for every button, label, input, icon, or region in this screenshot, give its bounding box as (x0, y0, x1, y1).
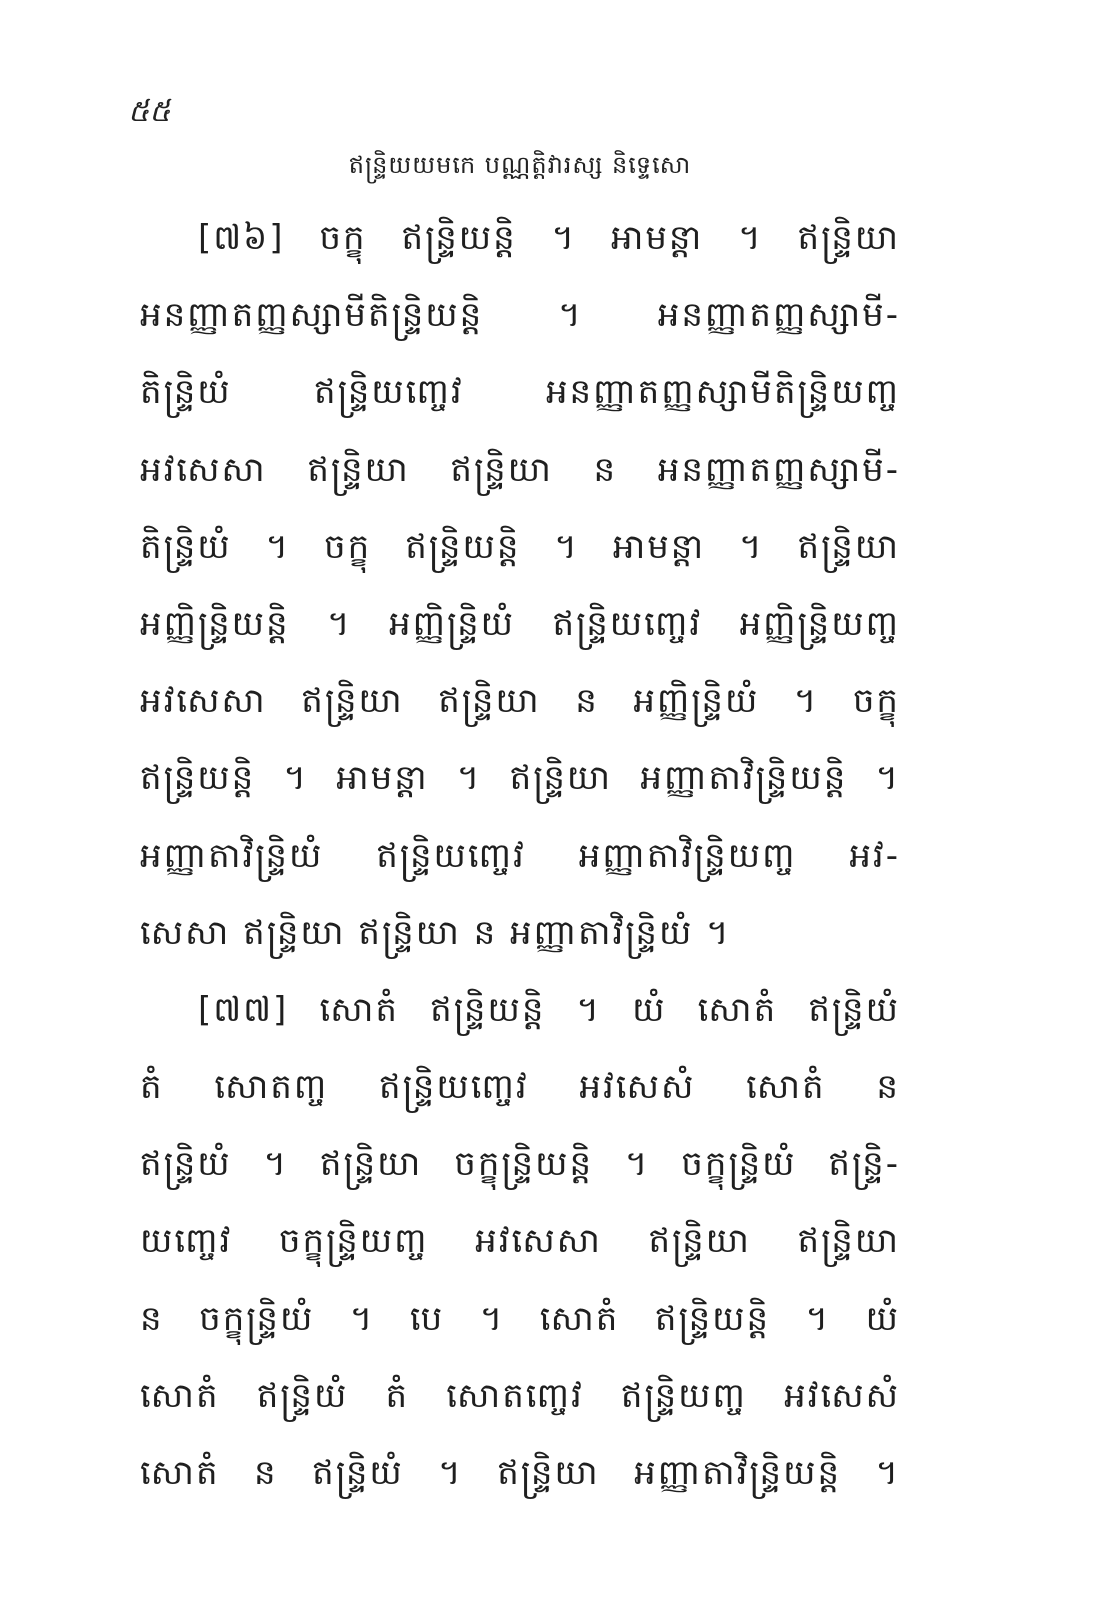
text-line: សោតំ ឥន្ទ្រិយំ តំ សោតញ្ចេវ ឥន្ទ្រិយញ្ច អវសេសំ (140, 1375, 900, 1416)
page-number: ៥៥ (128, 94, 171, 129)
body-text (140, 200, 900, 1512)
text-line: អវសេសា ឥន្ទ្រិយា ឥន្ទ្រិយា ន អញ្ញិន្ទ្រិយំ ។ ចក្ខុ (140, 681, 900, 722)
text-line: អនញ្ញាតញ្ញស្សាមីតិន្ទ្រិយន្តិ ។ អនញ្ញាតញ្ញស្សាមី- (140, 295, 900, 336)
text-line: សោតំ ន ឥន្ទ្រិយំ ។ ឥន្ទ្រិយា អញ្ញាតាវិន្ទ្រិយន្តិ ។ (140, 1453, 900, 1493)
text-line: អវសេសា ឥន្ទ្រិយា ឥន្ទ្រិយា ន អនញ្ញាតញ្ញស្សាមី- (140, 449, 900, 490)
text-line: អញ្ញាតាវិន្ទ្រិយំ ឥន្ទ្រិយញ្ចេវ អញ្ញាតាវិន្ទ្រិយញ្ច អវ- (140, 835, 900, 876)
text-line: សេសា ឥន្ទ្រិយា ឥន្ទ្រិយា ន អញ្ញាតាវិន្ទ្រិយំ ។ (140, 912, 731, 953)
text-line: តំ សោតញ្ច ឥន្ទ្រិយញ្ចេវ អវសេសំ សោតំ ន (140, 1067, 900, 1108)
running-header: ឥន្ទ្រិយយមកេ បណ្ណត្តិវារស្ស និទ្ទេសោ (348, 151, 692, 179)
text-line: អញ្ញិន្ទ្រិយន្តិ ។ អញ្ញិន្ទ្រិយំ ឥន្ទ្រិយញ្ចេវ អញ្ញិន្ទ្រិយញ្ច (140, 603, 900, 644)
text-line: តិន្ទ្រិយំ ។ ចក្ខុ ឥន្ទ្រិយន្តិ ។ អាមន្តា ។ ឥន្ទ្រិយា (140, 526, 900, 567)
text-line: ឥន្ទ្រិយំ ។ ឥន្ទ្រិយា ចក្ខុន្ទ្រិយន្តិ ។ ចក្ខុន្ទ្រិយំ ឥន្ទ្រិ- (140, 1144, 900, 1185)
text-line: តិន្ទ្រិយំ ឥន្ទ្រិយញ្ចេវ អនញ្ញាតញ្ញស្សាមីតិន្ទ្រិយញ្ច (140, 372, 900, 413)
text-line: យញ្ចេវ ចក្ខុន្ទ្រិយញ្ច អវសេសា ឥន្ទ្រិយា ឥន្ទ្រិយា (140, 1221, 900, 1262)
text-line: [៧៦] ចក្ខុ ឥន្ទ្រិយន្តិ ។ អាមន្តា ។ ឥន្ទ្រិយា (198, 218, 900, 258)
text-line: ឥន្ទ្រិយន្តិ ។ អាមន្តា ។ ឥន្ទ្រិយា អញ្ញាតាវិន្ទ្រិយន្តិ ។ (140, 758, 900, 799)
text-line: ន ចក្ខុន្ទ្រិយំ ។ បេ ។ សោតំ ឥន្ទ្រិយន្តិ ។ យំ (140, 1298, 900, 1339)
text-line: [៧៧] សោតំ ឥន្ទ្រិយន្តិ ។ យំ សោតំ ឥន្ទ្រិយំ (198, 989, 900, 1030)
